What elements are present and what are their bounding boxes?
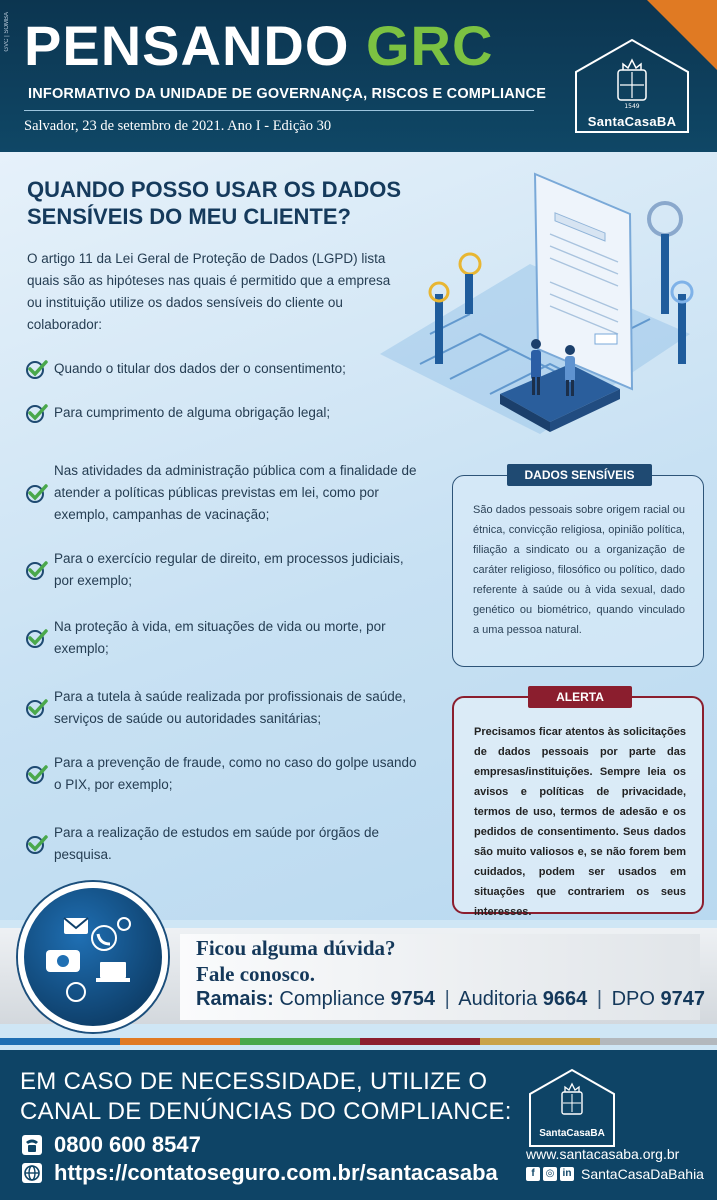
list-item-text: Para a realização de estudos em saúde por órgãos de pesquisa.: [54, 825, 379, 862]
list-item: [24, 402, 424, 424]
article-intro: O artigo 11 da Lei Geral de Proteção de Dados (LGPD) lista quais são as hipóteses nas quais é permitido que a empresa ou instituição utilize os dados sensíveis do cliente ou colaborador:: [27, 251, 391, 332]
list-item-text: Para cumprimento de alguma obrigação legal;: [54, 405, 331, 420]
color-stripes: [0, 1038, 717, 1045]
edition-line: Salvador, 23 de setembro de 2021. Ano I - Edição 30: [24, 118, 332, 134]
check-circle-icon: [24, 763, 50, 785]
contact-invite: Fale conosco.: [196, 962, 315, 986]
santacasa-logo: [568, 36, 696, 136]
house-crest-icon: [526, 1066, 618, 1150]
main-content: [0, 152, 717, 920]
list-item: [24, 548, 424, 592]
header-divider: [24, 110, 534, 111]
social-handle: SantaCasaDaBahia: [581, 1166, 704, 1182]
stripe: [600, 1038, 717, 1045]
phone-number: 0800 600 8547: [54, 1132, 201, 1157]
list-item: [24, 686, 424, 730]
check-circle-icon: [24, 358, 50, 380]
dados-sensiveis-text: São dados pessoais sobre origem racial ou étnica, convicção religiosa, opinião política, filiação a sindicato ou a organização de caráter religioso, filosófico ou político, dado referente à saúde ou à vida sexual, dado genético ou biométrico, quando vinculado a uma pessoa natural.: [473, 504, 685, 636]
stripe: [0, 1038, 120, 1045]
check-circle-icon: [24, 559, 50, 581]
auditoria-label: Auditoria: [458, 988, 538, 1010]
stripe: [240, 1038, 360, 1045]
logo-wordmark: SantaCasaBA: [587, 114, 677, 129]
communication-icons-circle: [18, 882, 168, 1032]
title-accent: GRC: [365, 14, 494, 77]
list-item: [24, 358, 424, 380]
svg-text:1549: 1549: [624, 103, 640, 110]
hotline-phone[interactable]: [20, 1132, 201, 1158]
compliance-extension: 9754: [390, 988, 436, 1010]
list-item-text: Para a tutela à saúde realizada por profissionais de saúde, serviços de saúde ou autoridades sanitárias;: [54, 689, 406, 726]
header: [0, 0, 717, 152]
dpo-extension: 9747: [660, 988, 705, 1010]
contact-icons-icon: [24, 888, 162, 1026]
list-item-text: Nas atividades da administração pública com a finalidade de atender a políticas públicas previstas em lei, como por exemplo, campanhas de vacinação;: [54, 463, 417, 522]
footer: [0, 1050, 717, 1200]
stripe: [480, 1038, 600, 1045]
list-item: [24, 460, 424, 526]
svg-text:SantaCasaBA: SantaCasaBA: [539, 1128, 605, 1139]
newsletter-subtitle: INFORMATIVO DA UNIDADE DE GOVERNANÇA, RISCOS E COMPLIANCE: [28, 86, 547, 102]
check-circle-icon: [24, 627, 50, 649]
newsletter-title: [24, 14, 494, 77]
alerta-box: [452, 690, 704, 918]
list-item: [24, 752, 424, 796]
facebook-icon[interactable]: f: [526, 1167, 540, 1181]
check-circle-icon: [24, 402, 50, 424]
footer-headline-1: EM CASO DE NECESSIDADE, UTILIZE O: [20, 1068, 488, 1095]
list-item-text: Para a prevenção de fraude, como no caso do golpe usando o PIX, por exemplo;: [54, 755, 417, 792]
globe-icon: [20, 1161, 44, 1185]
alerta-label: ALERTA: [528, 686, 632, 708]
list-item: [24, 616, 424, 660]
footer-headline-2: CANAL DE DENÚNCIAS DO COMPLIANCE:: [20, 1098, 512, 1125]
check-circle-icon: [24, 482, 50, 504]
auditoria-extension: 9664: [542, 988, 588, 1010]
list-item-text: Quando o titular dos dados der o consentimento;: [54, 361, 346, 376]
stripe: [360, 1038, 480, 1045]
dados-sensiveis-box: [452, 468, 704, 667]
check-circle-icon: [24, 697, 50, 719]
compliance-label: Compliance: [279, 988, 385, 1010]
website-link[interactable]: www.santacasaba.org.br: [526, 1146, 680, 1162]
contact-extensions: [196, 988, 705, 1011]
contact-question: Ficou alguma dúvida?: [196, 936, 396, 960]
ramais-label: Ramais:: [196, 988, 274, 1010]
hotline-url[interactable]: [20, 1160, 498, 1186]
dpo-label: DPO: [611, 988, 655, 1010]
design-credit: GVC | SOMBA: [4, 12, 10, 52]
separator: |: [444, 988, 450, 1010]
dados-sensiveis-label: DADOS SENSÍVEIS: [507, 464, 652, 486]
list-item: [24, 822, 424, 866]
alerta-text: Precisamos ficar atentos às solicitações de dados pessoais por parte das empresas/instituições. Sempre leia os avisos e políticas de privacidade, termos de uso, termos de adesão e os pedidos de consentimento. Seus dados são muito valiosos e, se não forem bem cuidados, podem ser usados em situações que contrariem os seus interesses.: [474, 726, 686, 918]
list-item-text: Para o exercício regular de direito, em processos judiciais, por exemplo;: [54, 551, 404, 588]
title-main: PENSANDO: [24, 14, 350, 77]
check-circle-icon: [24, 833, 50, 855]
article-heading: QUANDO POSSO USAR OS DADOS SENSÍVEIS DO MEU CLIENTE?: [27, 177, 402, 229]
footer-santacasa-logo: [526, 1066, 618, 1150]
phone-icon: [20, 1133, 44, 1157]
instagram-icon[interactable]: ◎: [543, 1167, 557, 1181]
separator: |: [596, 988, 603, 1010]
linkedin-icon[interactable]: in: [560, 1167, 574, 1181]
url-text: https://contatoseguro.com.br/santacasaba: [54, 1160, 498, 1185]
social-links[interactable]: [526, 1166, 704, 1182]
list-item-text: Na proteção à vida, em situações de vida ou morte, por exemplo;: [54, 619, 386, 656]
stripe: [120, 1038, 240, 1045]
